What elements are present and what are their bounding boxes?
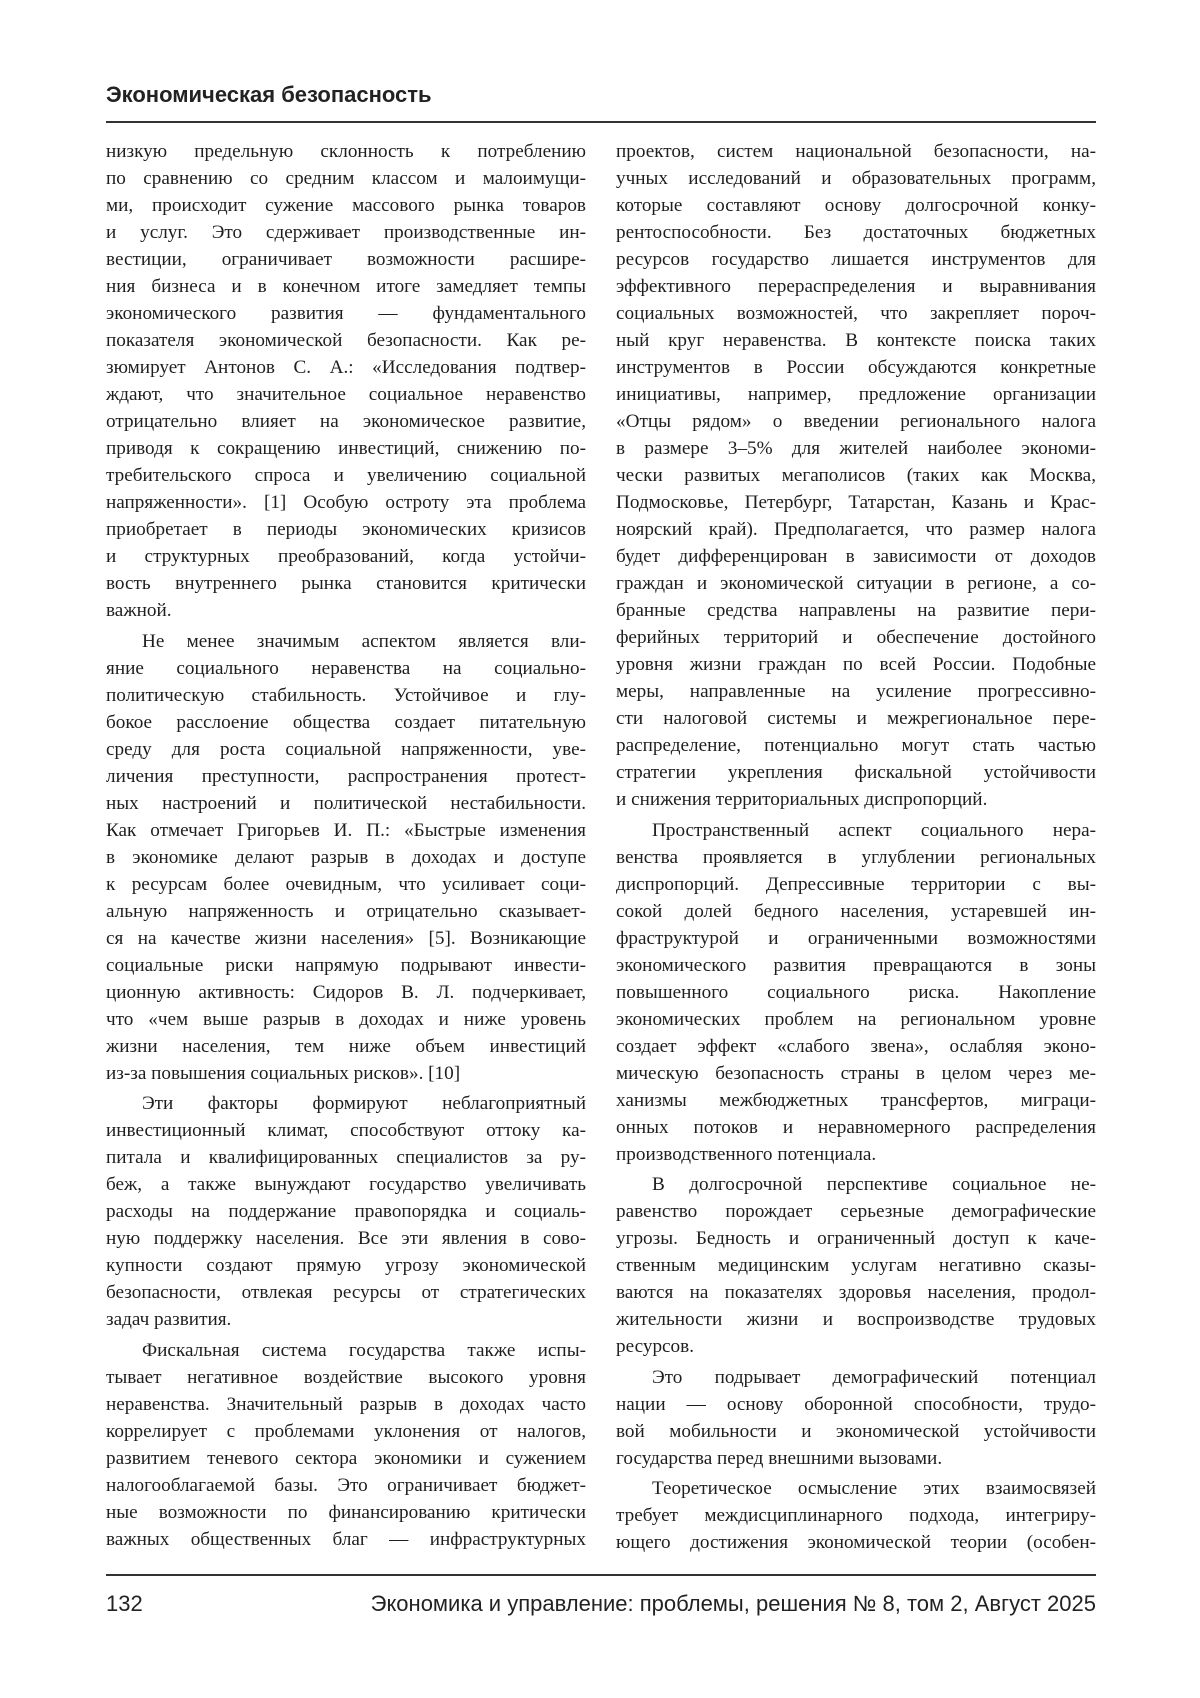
text-line: уровня жизни граждан по всей России. Подобные: [616, 651, 1096, 678]
text-line: ных настроений и политической нестабильности.: [106, 790, 586, 817]
paragraph: [106, 628, 586, 1087]
text-line: безопасности, отвлекая ресурсы от стратегических: [106, 1279, 586, 1306]
text-line: экономических проблем на региональном уровне: [616, 1006, 1096, 1033]
text-line: ваются на показателях здоровья населения, продол-: [616, 1279, 1096, 1306]
text-line: онных потоков и неравномерного распределения: [616, 1114, 1096, 1141]
text-line: ные возможности по финансированию критически: [106, 1499, 586, 1526]
paragraph: [616, 1364, 1096, 1472]
text-line: Теоретическое осмысление этих взаимосвязей: [616, 1475, 1096, 1502]
text-line: тывает негативное воздействие высокого уровня: [106, 1364, 586, 1391]
text-line: повышенного социального риска. Накопление: [616, 979, 1096, 1006]
text-line: ханизмы межбюджетных трансфертов, миграци-: [616, 1087, 1096, 1114]
text-line: равенство порождает серьезные демографические: [616, 1198, 1096, 1225]
text-line: вой мобильности и экономической устойчивости: [616, 1418, 1096, 1445]
text-line: в экономике делают разрыв в доходах и доступе: [106, 844, 586, 871]
text-line: питала и квалифицированных специалистов за ру-: [106, 1144, 586, 1171]
text-line: развитием теневого сектора экономики и сужением: [106, 1445, 586, 1472]
text-line: из-за повышения социальных рисков». [10]: [106, 1060, 586, 1087]
text-line: альную напряженность и отрицательно сказывает-: [106, 898, 586, 925]
text-line: беж, а также вынуждают государство увеличивать: [106, 1171, 586, 1198]
text-line: угрозы. Бедность и ограниченный доступ к каче-: [616, 1225, 1096, 1252]
text-line: напряженности». [1] Особую остроту эта проблема: [106, 489, 586, 516]
text-line: мическую безопасность страны в целом через ме-: [616, 1060, 1096, 1087]
text-line: учных исследований и образовательных программ,: [616, 165, 1096, 192]
text-line: бокое расслоение общества создает питательную: [106, 709, 586, 736]
text-line: ферийных территорий и обеспечение достойного: [616, 624, 1096, 651]
text-line: меры, направленные на усиление прогрессивно-: [616, 678, 1096, 705]
text-line: бранные средства направлены на развитие пери-: [616, 597, 1096, 624]
text-line: налогооблагаемой базы. Это ограничивает бюджет-: [106, 1472, 586, 1499]
paragraph: [616, 1475, 1096, 1556]
text-line: ресурсов государство лишается инструментов для: [616, 246, 1096, 273]
text-line: показателя экономической безопасности. Как ре-: [106, 327, 586, 354]
text-line: сокой долей бедного населения, устаревшей ин-: [616, 898, 1096, 925]
text-line: яние социального неравенства на социально-: [106, 655, 586, 682]
text-line: граждан и экономической ситуации в регионе, а со-: [616, 570, 1096, 597]
text-line: нации — основу оборонной способности, трудо-: [616, 1391, 1096, 1418]
text-line: среду для роста социальной напряженности, уве-: [106, 736, 586, 763]
text-line: купности создают прямую угрозу экономической: [106, 1252, 586, 1279]
text-line: требительского спроса и увеличению социальной: [106, 462, 586, 489]
text-line: сти налоговой системы и межрегиональное пере-: [616, 705, 1096, 732]
paragraph: [616, 817, 1096, 1168]
text-line: к ресурсам более очевидным, что усиливает соци-: [106, 871, 586, 898]
text-line: Как отмечает Григорьев И. П.: «Быстрые изменения: [106, 817, 586, 844]
text-line: задач развития.: [106, 1306, 586, 1333]
text-line: что «чем выше разрыв в доходах и ниже уровень: [106, 1006, 586, 1033]
text-line: зюмирует Антонов С. А.: «Исследования подтвер-: [106, 354, 586, 381]
text-line: личения преступности, распространения протест-: [106, 763, 586, 790]
paragraph: [106, 1337, 586, 1553]
text-line: В долгосрочной перспективе социальное не-: [616, 1171, 1096, 1198]
text-line: Не менее значимым аспектом является вли-: [106, 628, 586, 655]
text-line: коррелирует с проблемами уклонения от налогов,: [106, 1418, 586, 1445]
text-line: приобретает в периоды экономических кризисов: [106, 516, 586, 543]
text-line: ресурсов.: [616, 1333, 1096, 1360]
text-line: низкую предельную склонность к потреблению: [106, 138, 586, 165]
text-line: будет дифференцирован в зависимости от доходов: [616, 543, 1096, 570]
text-line: Пространственный аспект социального нера-: [616, 817, 1096, 844]
text-line: ционную активность: Сидоров В. Л. подчеркивает,: [106, 979, 586, 1006]
text-line: неравенства. Значительный разрыв в доходах часто: [106, 1391, 586, 1418]
text-line: социальные риски напрямую подрывают инвести-: [106, 952, 586, 979]
right-column: [616, 138, 1096, 1560]
text-line: Подмосковье, Петербург, Татарстан, Казань и Крас-: [616, 489, 1096, 516]
footer-divider: [106, 1574, 1096, 1576]
text-line: чески развитых мегаполисов (таких как Москва,: [616, 462, 1096, 489]
text-line: по сравнению со средним классом и малоимущи-: [106, 165, 586, 192]
text-line: ся на качестве жизни населения» [5]. Возникающие: [106, 925, 586, 952]
text-line: ждают, что значительное социальное неравенство: [106, 381, 586, 408]
text-line: ющего достижения экономической теории (особен-: [616, 1529, 1096, 1556]
text-line: Это подрывает демографический потенциал: [616, 1364, 1096, 1391]
text-line: отрицательно влияет на экономическое развитие,: [106, 408, 586, 435]
text-line: ную поддержку населения. Все эти явления в сово-: [106, 1225, 586, 1252]
text-line: в размере 3–5% для жителей наиболее экономи-: [616, 435, 1096, 462]
left-column: [106, 138, 586, 1556]
text-line: важной.: [106, 597, 586, 624]
paragraph: [106, 138, 586, 624]
text-line: эффективного перераспределения и выравнивания: [616, 273, 1096, 300]
text-line: производственного потенциала.: [616, 1141, 1096, 1168]
text-line: приводя к сокращению инвестиций, снижению по-: [106, 435, 586, 462]
section-title: Экономическая безопасность: [106, 82, 432, 108]
text-line: расходы на поддержание правопорядка и социаль-: [106, 1198, 586, 1225]
text-line: жизни населения, тем ниже объем инвестиций: [106, 1033, 586, 1060]
text-line: инициативы, например, предложение организации: [616, 381, 1096, 408]
paragraph: [616, 1171, 1096, 1360]
text-line: и снижения территориальных диспропорций.: [616, 786, 1096, 813]
text-line: экономического развития — фундаментального: [106, 300, 586, 327]
text-line: фраструктурой и ограниченными возможностями: [616, 925, 1096, 952]
text-line: создает эффект «слабого звена», ослабляя эконо-: [616, 1033, 1096, 1060]
text-line: и структурных преобразований, когда устойчи-: [106, 543, 586, 570]
text-line: ный круг неравенства. В контексте поиска таких: [616, 327, 1096, 354]
text-line: вестиции, ограничивает возможности расшире-: [106, 246, 586, 273]
text-line: Эти факторы формируют неблагоприятный: [106, 1090, 586, 1117]
text-line: распределение, потенциально могут стать частью: [616, 732, 1096, 759]
paragraph: [616, 138, 1096, 813]
text-line: ственным медицинским услугам негативно сказы-: [616, 1252, 1096, 1279]
text-line: социальных возможностей, что закрепляет пороч-: [616, 300, 1096, 327]
text-line: государства перед внешними вызовами.: [616, 1445, 1096, 1472]
text-line: «Отцы рядом» о введении регионального налога: [616, 408, 1096, 435]
text-line: вость внутреннего рынка становится критически: [106, 570, 586, 597]
text-line: проектов, систем национальной безопасности, на-: [616, 138, 1096, 165]
journal-info: Экономика и управление: проблемы, решения № 8, том 2, Август 2025: [371, 1591, 1096, 1617]
paragraph: [106, 1090, 586, 1333]
text-line: диспропорций. Депрессивные территории с вы-: [616, 871, 1096, 898]
text-line: стратегии укрепления фискальной устойчивости: [616, 759, 1096, 786]
text-line: венства проявляется в углублении региональных: [616, 844, 1096, 871]
text-line: ния бизнеса и в конечном итоге замедляет темпы: [106, 273, 586, 300]
text-line: политическую стабильность. Устойчивое и глу-: [106, 682, 586, 709]
text-line: рентоспособности. Без достаточных бюджетных: [616, 219, 1096, 246]
text-line: инструментов в России обсуждаются конкретные: [616, 354, 1096, 381]
page-number: 132: [106, 1591, 143, 1617]
text-line: и услуг. Это сдерживает производственные ин-: [106, 219, 586, 246]
header-divider: [106, 121, 1096, 123]
text-line: ноярский край). Предполагается, что размер налога: [616, 516, 1096, 543]
text-line: Фискальная система государства также испы-: [106, 1337, 586, 1364]
text-line: экономического развития превращаются в зоны: [616, 952, 1096, 979]
text-line: ми, происходит сужение массового рынка товаров: [106, 192, 586, 219]
text-line: которые составляют основу долгосрочной конку-: [616, 192, 1096, 219]
text-line: инвестиционный климат, способствуют оттоку ка-: [106, 1117, 586, 1144]
text-line: важных общественных благ — инфраструктурных: [106, 1526, 586, 1553]
text-line: требует междисциплинарного подхода, интегриру-: [616, 1502, 1096, 1529]
text-line: жительности жизни и воспроизводстве трудовых: [616, 1306, 1096, 1333]
